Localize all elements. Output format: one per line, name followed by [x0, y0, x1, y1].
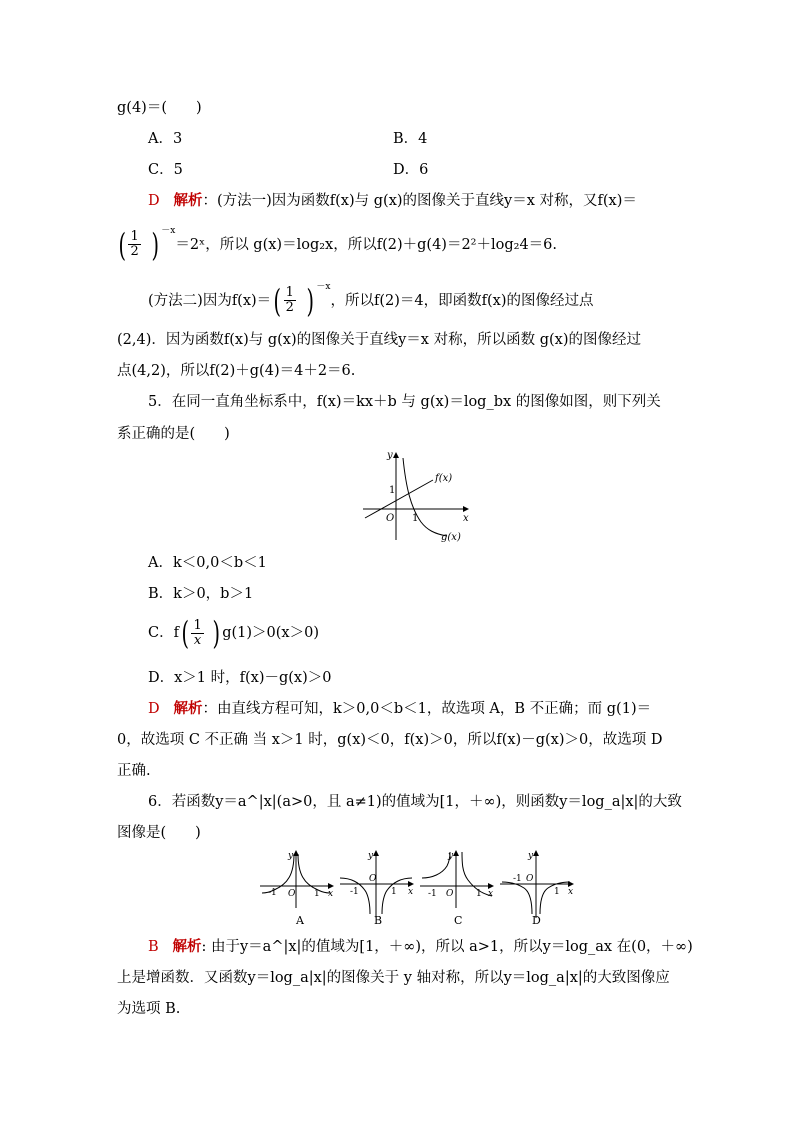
- q6-solution-label: 解析: [172, 939, 202, 955]
- svg-text:y: y: [528, 851, 534, 861]
- curve-left: [502, 882, 532, 914]
- svg-text:y: y: [368, 851, 374, 861]
- fraction-half: $\frac{1}{2}$: [130, 229, 139, 260]
- y-label: y: [387, 450, 393, 461]
- q6-graph-d: [500, 850, 574, 927]
- q4-solution-method2-line1: (方法二)因为f(x)＝( $\frac{1}{2}$ ) $^{-x}$，所以f(2)＝4，即函数f(x)的图像经过点: [148, 281, 594, 320]
- x-axis-arrow: [463, 506, 469, 512]
- svg-text:x: x: [408, 887, 414, 897]
- q5-graph: [355, 448, 475, 544]
- svg-text:x: x: [488, 889, 494, 899]
- x-one-label: 1: [412, 513, 419, 524]
- q6-graph-c: [420, 850, 494, 927]
- svg-text:1: 1: [554, 887, 560, 897]
- q6-solution-line1: B 解析: 由于y＝a^|x|的值域为[1，＋∞)，所以 a>1，所以y＝log_ax 在(0，＋∞): [148, 939, 693, 955]
- q6-solution-line3: 为选项 B.: [117, 1001, 181, 1017]
- svg-text:-1: -1: [513, 874, 522, 884]
- graph-label: B: [374, 914, 383, 927]
- svg-text:y: y: [448, 851, 454, 861]
- q4-answer: D: [148, 193, 160, 209]
- svg-text:O: O: [369, 874, 377, 884]
- q6-graph-a: [260, 850, 334, 927]
- q4-option-d: D．6: [393, 162, 429, 178]
- q5-solution-label: 解析: [173, 701, 203, 717]
- q5-option-d: D．x＞1 时，f(x)－g(x)＞0: [148, 670, 332, 686]
- q6-stem-line2: 图像是( ): [117, 825, 201, 841]
- q4-option-c: C．5: [148, 162, 183, 178]
- svg-text:1: 1: [391, 887, 397, 897]
- q6-graphs: [256, 848, 576, 930]
- line-f: [365, 480, 433, 518]
- q5-solution-line2: 0，故选项 C 不正确 当 x＞1 时，g(x)＜0，f(x)＞0，所以f(x)－g(x)＞0，故选项 D: [117, 732, 663, 748]
- y-axis-arrow: [393, 452, 399, 458]
- q4-option-a: A．3: [148, 131, 183, 147]
- q5-stem-line1: 5．在同一直角坐标系中，f(x)＝kx＋b 与 g(x)＝log_bx 的图像如图，则下列关: [148, 394, 661, 410]
- svg-text:-1: -1: [350, 887, 359, 897]
- q4-stem-end: g(4)＝( ): [117, 100, 202, 116]
- origin-label: O: [386, 513, 395, 524]
- graph-label: A: [296, 914, 304, 927]
- q5-answer: D: [148, 701, 160, 717]
- q6-solution-line2: 上是增函数．又函数y＝log_a|x|的图像关于 y 轴对称，所以y＝log_a|x|的大致图像应: [117, 970, 670, 986]
- x-label: x: [463, 513, 469, 524]
- graph-label: C: [454, 914, 463, 927]
- q4-solution-line2: ( $\frac{1}{2}$ ) $^{-x}$＝2ˣ，所以 g(x)＝log₂x，所以f(2)＋g(4)＝2²＋log₂4＝6.: [118, 225, 558, 264]
- q4-solution-method2-line2: (2,4)．因为函数f(x)与 g(x)的图像关于直线y＝x 对称，所以函数 g(x)的图像经过: [117, 332, 641, 348]
- q6-answer: B: [148, 939, 159, 955]
- f-label: f(x): [435, 473, 453, 484]
- q5-solution-line3: 正确.: [117, 763, 151, 779]
- svg-text:x: x: [328, 889, 334, 899]
- q4-solution-line1: D 解析：(方法一)因为函数f(x)与 g(x)的图像关于直线y＝x 对称，又f(x)＝: [148, 193, 637, 209]
- left-paren: (: [118, 225, 126, 264]
- svg-text:x: x: [568, 887, 574, 897]
- svg-text:O: O: [288, 889, 296, 899]
- g-label: g(x): [441, 532, 461, 543]
- q4-solution-label: 解析: [173, 193, 203, 209]
- y-one-label: 1: [389, 485, 396, 496]
- q4-option-b: B．4: [393, 131, 428, 147]
- q5-option-b: B．k＞0，b＞1: [148, 586, 254, 602]
- q6-graph-b: [340, 850, 414, 927]
- right-paren: ): [151, 225, 159, 264]
- curve-right: [298, 854, 330, 893]
- q5-option-a: A．k＜0,0＜b＜1: [148, 555, 267, 571]
- q5-option-c: C．f( $\frac{1}{x}$ ) g(1)＞0(x＞0): [148, 614, 319, 652]
- curve-g: [403, 458, 447, 536]
- svg-text:y: y: [288, 851, 294, 861]
- svg-text:1: 1: [314, 889, 320, 899]
- q4-solution-method2-line3: 点(4,2)，所以f(2)＋g(4)＝4＋2＝6.: [117, 363, 356, 379]
- q6-stem-line1: 6．若函数y＝a^|x|(a>0，且 a≠1)的值域为[1，＋∞)，则函数y＝log_a|x|的大致: [148, 794, 682, 810]
- svg-text:-1: -1: [268, 888, 277, 898]
- q5-solution-line1: D 解析：由直线方程可知，k＞0,0＜b＜1，故选项 A，B 不正确；而 g(1)＝: [148, 701, 652, 717]
- svg-text:O: O: [446, 889, 454, 899]
- curve-left: [422, 852, 450, 878]
- q5-stem-line2: 系正确的是( ): [117, 426, 230, 442]
- graph-label: D: [532, 914, 541, 927]
- svg-text:1: 1: [476, 889, 482, 899]
- svg-text:-1: -1: [428, 889, 437, 899]
- svg-text:O: O: [526, 874, 534, 884]
